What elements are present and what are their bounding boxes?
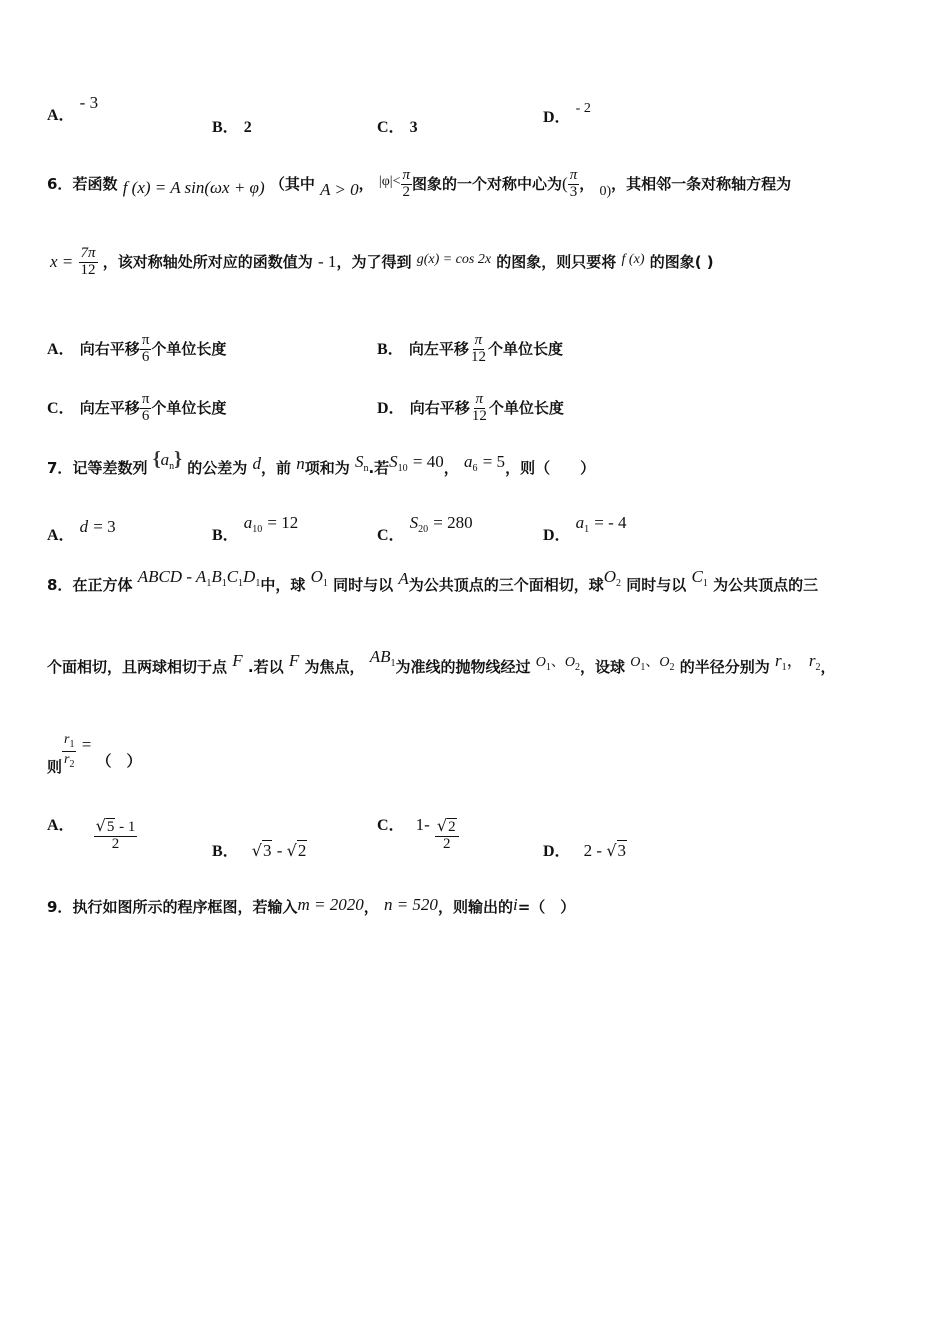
q8-text: .若以 [247,658,284,676]
math-value: = 3 [93,517,116,536]
q6-seven-pi-over-12 [79,246,98,279]
q8-text: ， [820,658,836,676]
math-var: O [535,655,546,670]
math-sub: 1 [781,662,787,673]
q8-text: 同时与以 [333,576,394,594]
q6-g-function: g(x) = cos 2x [416,251,492,267]
math-sub: 20 [418,524,429,535]
option-text: 个单位长度 [151,339,227,358]
q8-o1 [310,567,328,589]
math-sep: ， [786,651,804,670]
option-text: 向左平移 [79,398,140,417]
math-sub: 2 [574,662,580,673]
radicand: 2 [297,841,307,860]
math-var: C [226,567,239,586]
question-number: 6． [47,174,73,193]
math-var: r [64,751,70,767]
option-label: D． [377,399,405,417]
math-value: = 12 [267,513,299,532]
option-value: - 3 [79,93,99,112]
q8-c1 [691,567,708,589]
q6-text: ，该对称轴处所对应的函数值为 [102,252,313,271]
q8-text: 同时与以 [626,576,687,594]
q6-pi-over-2 [401,168,413,201]
q6-text: 若函数 [72,174,118,193]
radicand: 3 [617,841,627,860]
math-var: r [774,651,782,670]
q5-option-d [543,101,591,127]
math-sub: 1 [221,578,227,589]
math-expr: m = 2020 [297,895,364,914]
math-sub: 1 [702,578,708,589]
math-var: S [354,452,364,471]
frac-den: 2 [402,183,410,200]
q7-option-b [212,510,299,544]
q7-sequence: $\{a_n\}$ [152,448,182,472]
q8-line2 [47,647,836,679]
frac-num: √2 [435,818,459,837]
q8-text: 个面相切，且两球相切于点 [47,658,228,676]
q7-option-c [377,510,473,544]
frac-den: 12 [470,348,486,365]
radicand: 2 [448,819,456,835]
math-value: = - 4 [594,513,627,532]
frac-num: π [474,332,483,348]
q8-text: 的半径分别为 [679,658,770,676]
math-var: AB [369,647,391,666]
frac-num: 7π [80,245,96,261]
math-var: F [288,651,300,670]
option-label: D． [543,527,571,544]
q8-o2 [603,567,622,589]
math-sub: 1 [322,578,328,589]
q6-neg-one: - 1 [318,251,337,271]
math-sep: 、 [550,655,565,670]
math-var: S [389,452,398,471]
math-sub: 1 [640,662,646,673]
math-sub: 1 [255,578,261,589]
math-sub: n [363,463,369,474]
math-var: d [252,454,261,473]
option-fraction [469,333,488,366]
frac-num: π [475,391,484,407]
math-sub: 10 [397,463,408,474]
frac-num: √5 - 1 [95,816,136,835]
math-sub: 2 [616,578,622,589]
option-fraction [140,333,152,366]
option-label: D． [543,109,571,126]
math-sub: 1 [390,658,396,669]
math-var: F [232,651,243,670]
q7-text: .若 [368,459,390,477]
math-sub: 2 [815,662,821,673]
math-sub: 1 [69,739,75,750]
q7-text: 项和为 [304,459,350,477]
math-var: O [630,655,641,670]
math-var: O [564,655,575,670]
q8-r1-over-r2 [62,732,76,770]
q6-pi-over-3 [568,168,580,201]
q8-text: 为焦点， [304,658,365,676]
option-value: 3 [409,119,418,136]
frac-den: 12 [80,261,96,278]
q6-condition: A > 0 [320,179,359,199]
math-var: C [691,567,703,586]
q7-text: 记等差数列 [72,459,148,477]
q8-text: 为准线的抛物线经过 [395,658,531,676]
q8-ab1 [369,647,396,669]
q6-phi-abs: |φ|< [378,173,401,189]
math-sub: 10 [252,524,263,535]
q8-option-b [212,838,307,861]
math-sub: 2 [69,758,75,770]
q7-s10 [389,452,444,474]
q9-text: =（ ） [517,898,576,916]
q8-text: 为公共顶点的三 [713,576,819,594]
q6-line2 [50,246,714,279]
math-sub: 1 [584,524,590,535]
math-var: i [512,895,518,914]
option-fraction [435,818,459,853]
question-number: 7． [47,459,73,477]
frac-den: 6 [141,348,150,365]
q6-option-c [47,392,226,425]
option-label: A． [47,340,75,358]
q9-text: 执行如图所示的程序框图，若输入 [72,898,298,916]
q6-line1 [47,168,907,201]
option-text: 向右平移 [79,339,140,358]
option-label: B． [212,119,239,136]
frac-den: 6 [141,407,150,424]
q7-stem [47,448,596,480]
q6-f-x: f (x) [621,251,645,267]
math-eq: = [81,734,92,754]
math-op: - [276,841,283,860]
option-text: 向右平移 [409,398,470,417]
math-value: = 5 [482,452,506,471]
q6-text: 的图象，则只要将 [496,252,617,271]
frac-den [62,752,76,771]
math-var: d [79,517,89,536]
radicand: 3 [262,841,272,860]
q6-text: ，为了得到 [336,252,412,271]
q6-option-d [377,392,564,425]
q5-option-a [47,93,99,125]
option-label: B． [212,527,239,544]
option-expression: √3 - √2 [251,841,307,860]
q8-line3 [47,732,142,776]
math-var: a [243,513,253,532]
frac-num: π [569,167,578,183]
q6-text: 的图象( ) [649,252,714,271]
question-number: 8． [47,576,73,594]
math-var: a [575,513,585,532]
q6-function: f (x) = A sin(ωx + φ) [122,177,265,197]
option-label: B． [212,843,239,860]
question-number: 9． [47,898,73,916]
paren: ( [562,173,568,193]
option-text: 个单位长度 [151,398,227,417]
option-text: 个单位长度 [488,398,564,417]
q6-text: ， [358,174,374,193]
option-value: - 2 [575,101,591,116]
option-label: C． [377,816,405,834]
q5-option-c [377,114,418,137]
math-var: O [603,567,617,586]
frac-den: 3 [569,183,578,200]
q8-option-d [543,838,627,861]
frac-den: 2 [443,835,451,852]
q8-r1r2 [774,651,821,673]
q7-option-a [47,514,116,544]
q9-text: ， [363,898,379,916]
frac-den: 12 [471,407,487,424]
option-label: A． [47,527,75,544]
q6-zero: 0) [599,183,612,199]
option-label: C． [47,399,75,417]
q7-text: ，则（ ） [505,459,596,477]
math-var: ABCD - A [137,567,207,586]
option-label: A． [47,107,75,124]
option-text: 个单位长度 [487,339,563,358]
math-value: - 1 [119,819,136,835]
math-var: D [243,567,256,586]
math-var: r [64,732,70,747]
math-sep: 、 [645,655,660,670]
frac-num: π [402,167,411,183]
option-fraction [140,392,152,425]
q6-x-eq: x = [50,251,74,271]
frac-den: 2 [111,835,120,852]
q6-text: ， [579,174,595,193]
q7-sn [354,452,369,474]
q8-o1o2-b [630,652,675,673]
math-sub: 1 [206,578,212,589]
q8-option-c [377,814,459,853]
option-label: D． [543,843,571,860]
q6-text: 图象的一个对称中心为 [412,174,563,193]
math-sub: 2 [669,662,675,673]
math-var: a [160,450,170,469]
q5-option-b [212,114,252,137]
math-value: = 40 [412,452,444,471]
q8-option-a [47,818,137,853]
frac-num: π [141,332,150,348]
q7-text: 的公差为 [187,459,248,477]
q8-line1 [47,567,819,597]
q8-text: 中，球 [260,576,306,594]
q9-text: ，则输出的 [437,898,513,916]
math-var: O [310,567,323,586]
q8-text: （ ） [96,751,142,770]
q8-text: 为公共顶点的三个面相切，球 [408,576,604,594]
math-sub: 1 [238,578,244,589]
q7-text: ， [443,459,459,477]
q7-text: ，前 [260,459,291,477]
math-sub: n [169,461,175,472]
q6-text: ，其相邻一条对称轴方程为 [611,174,792,193]
option-label: C． [377,119,405,136]
q8-o1o2 [535,654,580,673]
q8-text: 在正方体 [72,576,133,594]
radicand: 5 [106,819,115,835]
math-var: a [463,452,473,471]
q8-text: ，设球 [579,658,625,676]
math-var: n [296,454,305,473]
math-value: 1- [415,814,430,834]
option-expression: 2 - √3 [583,841,627,860]
math-var: S [409,513,419,532]
math-expr: n = 520 [383,895,438,914]
math-sub: 1 [545,662,551,673]
math-var: B [211,567,222,586]
math-var: A [398,569,409,588]
option-label: B． [377,340,404,358]
q7-option-d [543,510,627,544]
math-value: = 280 [433,513,473,532]
option-label: C． [377,527,405,544]
option-label: A． [47,816,75,834]
frac-num: π [141,391,150,407]
q8-cube [137,567,261,589]
option-text: 向左平移 [408,339,469,358]
option-fraction [470,392,489,425]
option-fraction [94,818,138,853]
frac-num [62,732,76,752]
q8-text: 则 [47,757,63,776]
q7-a6 [463,452,506,474]
math-value: 2 - [583,841,603,860]
math-var: O [659,655,670,670]
q6-text: （其中 [269,174,315,193]
q6-option-b [377,333,563,366]
q6-option-a [47,333,226,366]
option-value: 2 [243,119,252,136]
math-var: r [808,651,816,670]
math-sub: 6 [472,463,478,474]
q9-stem [47,896,575,917]
